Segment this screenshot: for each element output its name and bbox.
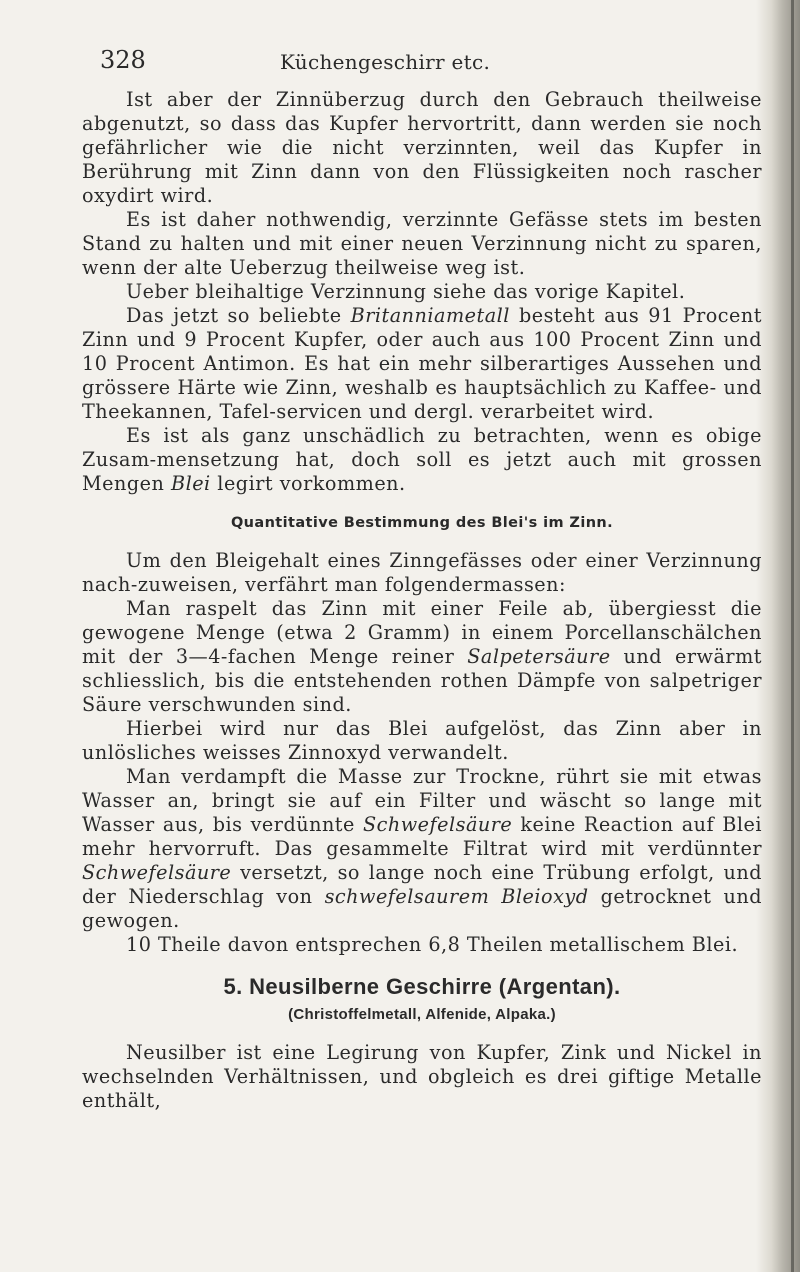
emphasis-term: Schwefelsäure xyxy=(82,861,232,884)
paragraph xyxy=(82,424,762,496)
text-run: legirt vorkommen. xyxy=(210,472,406,495)
page-number: 328 xyxy=(100,46,146,74)
paragraph: Es ist daher nothwendig, verzinnte Gefässe stets im besten Stand zu halten und mit einer neuen Verzinnung nicht zu sparen, wenn der alte Ueberzug theilweise weg ist. xyxy=(82,208,762,279)
page-header xyxy=(100,46,720,78)
emphasis-term: Blei xyxy=(170,472,211,495)
text-run: getrocknet und gewogen. xyxy=(82,885,762,932)
section-subtitle: (Christoffelmetall, Alfenide, Alpaka.) xyxy=(288,1006,556,1023)
paragraph: Hierbei wird nur das Blei aufgelöst, das Zinn aber in unlösliches weisses Zinnoxyd verwandelt. xyxy=(82,717,762,764)
paragraph: Neusilber ist eine Legirung von Kupfer, Zink und Nickel in wechselnden Verhältnissen, und obgleich es drei giftige Metalle enthält, xyxy=(82,1041,762,1112)
running-head: Küchengeschirr etc. xyxy=(280,50,491,74)
page-edge xyxy=(791,0,794,1272)
emphasis-term: schwefelsaurem Bleioxyd xyxy=(324,885,589,908)
emphasis-term: Salpetersäure xyxy=(467,645,611,668)
text-run: Man verdampft die Masse zur Trockne, rührt sie mit etwas Wasser an, bringt sie auf ein Filter und wäscht so lange mit Wasser aus, bis verdünnte xyxy=(82,765,762,836)
paragraph xyxy=(82,304,762,424)
paragraph: 10 Theile davon entsprechen 6,8 Theilen metallischem Blei. xyxy=(126,933,739,956)
body-text xyxy=(82,88,762,1113)
text-run: Es ist als ganz unschädlich zu betrachten, wenn es obige Zusam-mensetzung hat, doch soll es jetzt auch mit grossen Mengen xyxy=(82,424,762,495)
subheading: Quantitative Bestimmung des Blei's im Zinn. xyxy=(230,515,614,531)
paragraph xyxy=(82,597,762,717)
text-run: Man raspelt das Zinn mit einer Feile ab, übergiesst die gewogene Menge (etwa 2 Gramm) in einem Porcellanschälchen mit der 3—4-fachen Menge reiner xyxy=(82,597,762,668)
paragraph: Ueber bleihaltige Verzinnung siehe das vorige Kapitel. xyxy=(126,280,686,303)
emphasis-term: Schwefelsäure xyxy=(363,813,513,836)
paragraph: Um den Bleigehalt eines Zinngefässes oder einer Verzinnung nach-zuweisen, verfährt man folgendermassen: xyxy=(82,549,762,596)
emphasis-term: Britanniametall xyxy=(350,304,510,327)
text-run: versetzt, so lange noch eine Trübung erfolgt, und der Niederschlag von xyxy=(82,861,762,908)
section-title: 5. Neusilberne Geschirre (Argentan). xyxy=(223,974,621,999)
paragraph xyxy=(82,765,762,933)
text-run: besteht aus 91 Procent Zinn und 9 Procent Kupfer, oder auch aus 100 Procent Zinn und 10 Procent Antimon. Es hat ein mehr silberartiges Aussehen und grössere Härte wie Zinn, weshalb es hauptsächlich zu Kaffee- und Theekannen, Tafel-servicen und dergl. verarbeitet wird. xyxy=(82,304,762,423)
text-run: keine Reaction auf Blei mehr hervorruft. Das gesammelte Filtrat wird mit verdünnter xyxy=(82,813,762,860)
text-run: Das jetzt so beliebte xyxy=(126,304,351,327)
paragraph: Ist aber der Zinnüberzug durch den Gebrauch theilweise abgenutzt, so dass das Kupfer hervortritt, dann werden sie noch gefährlicher wie die nicht verzinnten, weil das Kupfer in Berührung mit Zinn dann von den Flüssigkeiten noch rascher oxydirt wird. xyxy=(82,88,762,207)
text-run: und erwärmt schliesslich, bis die entstehenden rothen Dämpfe von salpetriger Säure verschwunden sind. xyxy=(82,645,762,716)
